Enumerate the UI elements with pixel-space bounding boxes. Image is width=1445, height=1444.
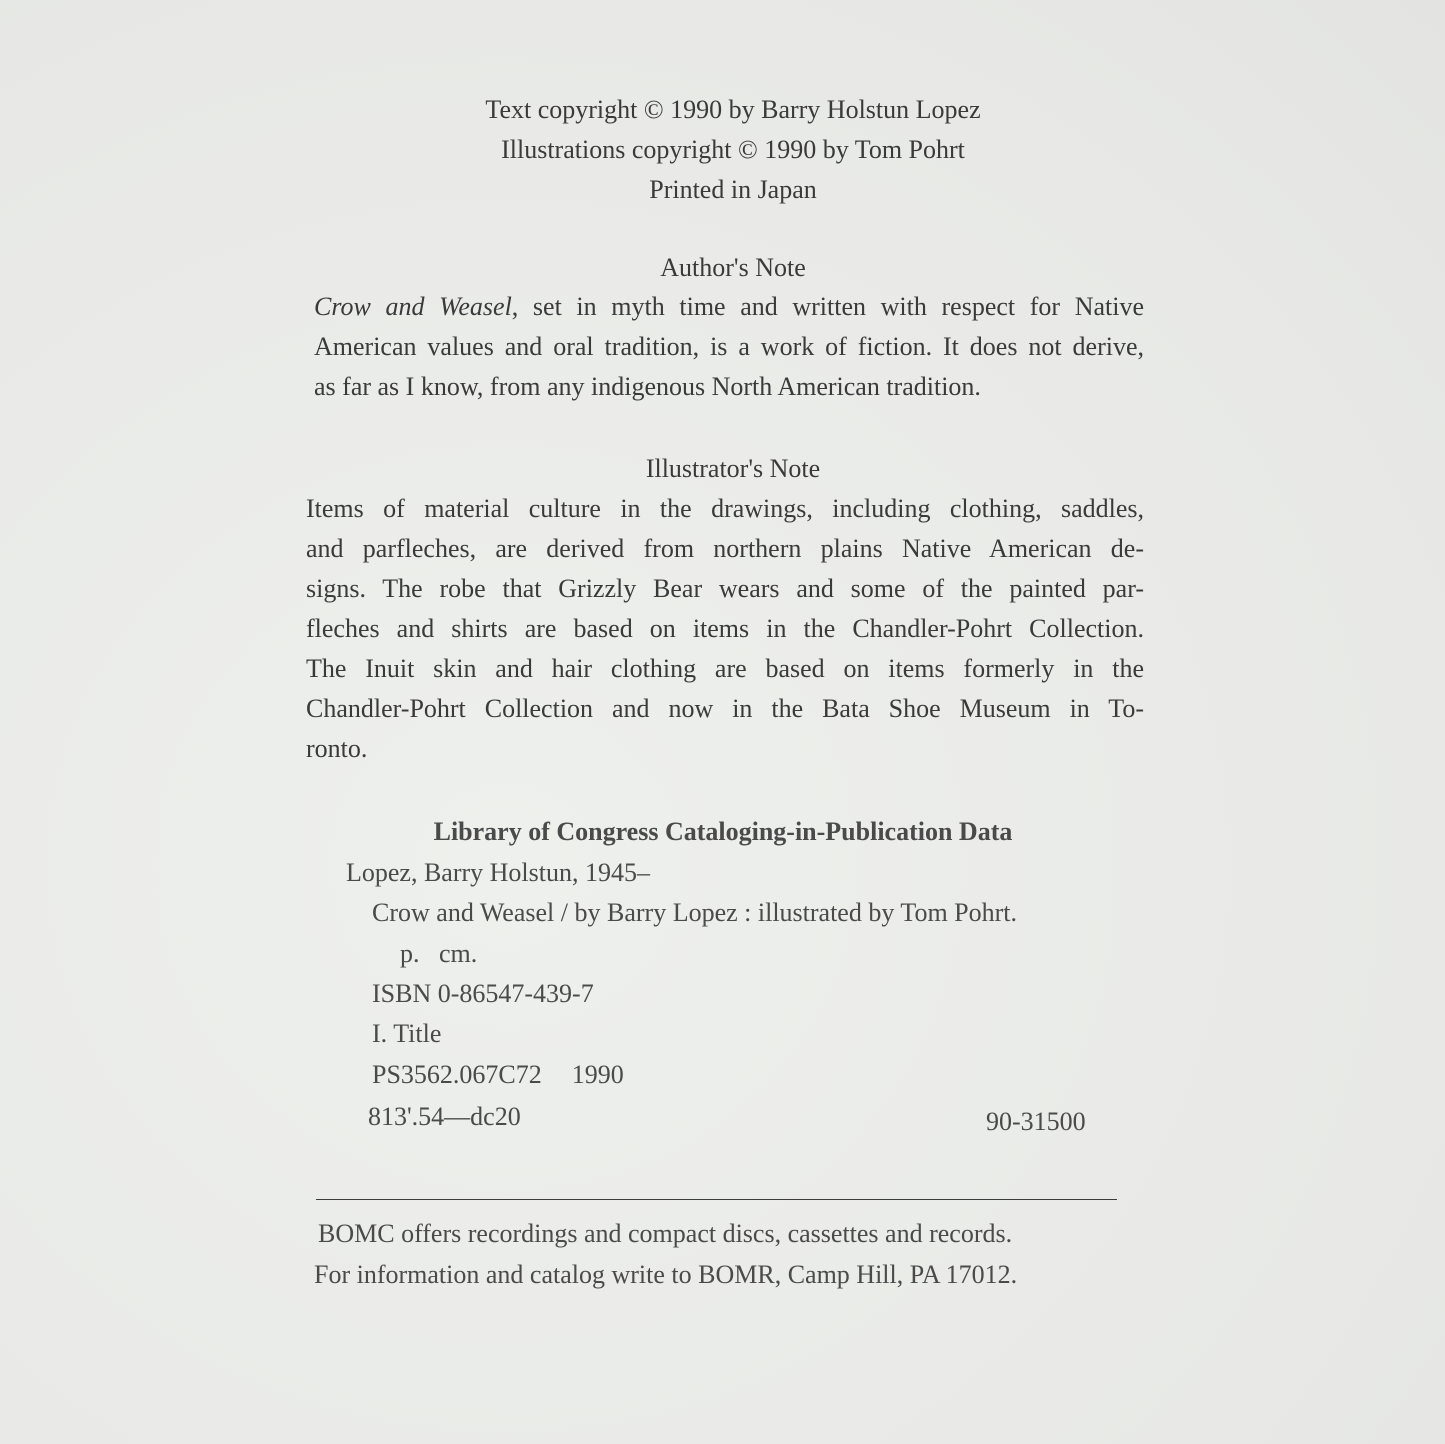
authors-note-text [314,287,1144,407]
printed-in-line: Printed in Japan [649,175,817,204]
bomc-notice [314,1213,1116,1295]
cip-physical-description: p. cm. [400,939,478,968]
cip-heading: Library of Congress Cataloging-in-Publication Data [433,817,1013,846]
cip-lccn: 90-31500 [986,1107,1086,1136]
authors-note-heading: Author's Note [660,253,806,282]
illustrators-note-line: Chandler-Pohrt Collection and now in the Bata Shoe Museum in To- [306,694,1144,723]
authors-note-line-rest: , set in myth time and written with respect for Native [511,292,1144,321]
bomc-line: For information and catalog write to BOMR, Camp Hill, PA 17012. [314,1260,1018,1289]
illustrators-note-heading: Illustrator's Note [645,454,821,483]
illustrators-note-line: Items of material culture in the drawings, including clothing, saddles, [306,494,1144,523]
cip-author: Lopez, Barry Holstun, 1945– [346,858,651,887]
cip-title: Crow and Weasel / by Barry Lopez : illustrated by Tom Pohrt. [372,898,1018,927]
illustrators-note-line: fleches and shirts are based on items in the Chandler-Pohrt Collection. [306,614,1144,643]
authors-note-line: as far as I know, from any indigenous North American tradition. [314,372,981,401]
cip-lcc-line [372,1055,624,1095]
authors-note-line: American values and oral tradition, is a work of fiction. It does not derive, [314,332,1144,361]
illustrations-copyright-line: Illustrations copyright © 1990 by Tom Pohrt [501,135,965,164]
cip-ddc: 813'.54—dc20 [368,1102,521,1131]
cip-subject: I. Title [372,1019,442,1048]
horizontal-rule [316,1199,1117,1200]
cip-isbn: ISBN 0-86547-439-7 [372,979,594,1008]
illustrators-note-line: and parfleches, are derived from northern plains Native American de- [306,534,1144,563]
authors-note-line [314,287,1144,327]
text-copyright-line: Text copyright © 1990 by Barry Holstun Lopez [485,95,981,124]
illustrators-note-line: signs. The robe that Grizzly Bear wears and some of the painted par- [306,574,1144,603]
illustrators-note-line: ronto. [306,734,368,763]
copyright-block [300,90,1166,210]
cip-lcc-number: PS3562.067C72 [372,1060,542,1089]
cip-year: 1990 [571,1060,624,1089]
bomc-line: BOMC offers recordings and compact discs, cassettes and records. [318,1219,1013,1248]
illustrators-note-text [306,489,1144,769]
illustrators-note-line: The Inuit skin and hair clothing are based on items formerly in the [306,654,1144,683]
book-title-italic: Crow and Weasel [314,292,512,321]
